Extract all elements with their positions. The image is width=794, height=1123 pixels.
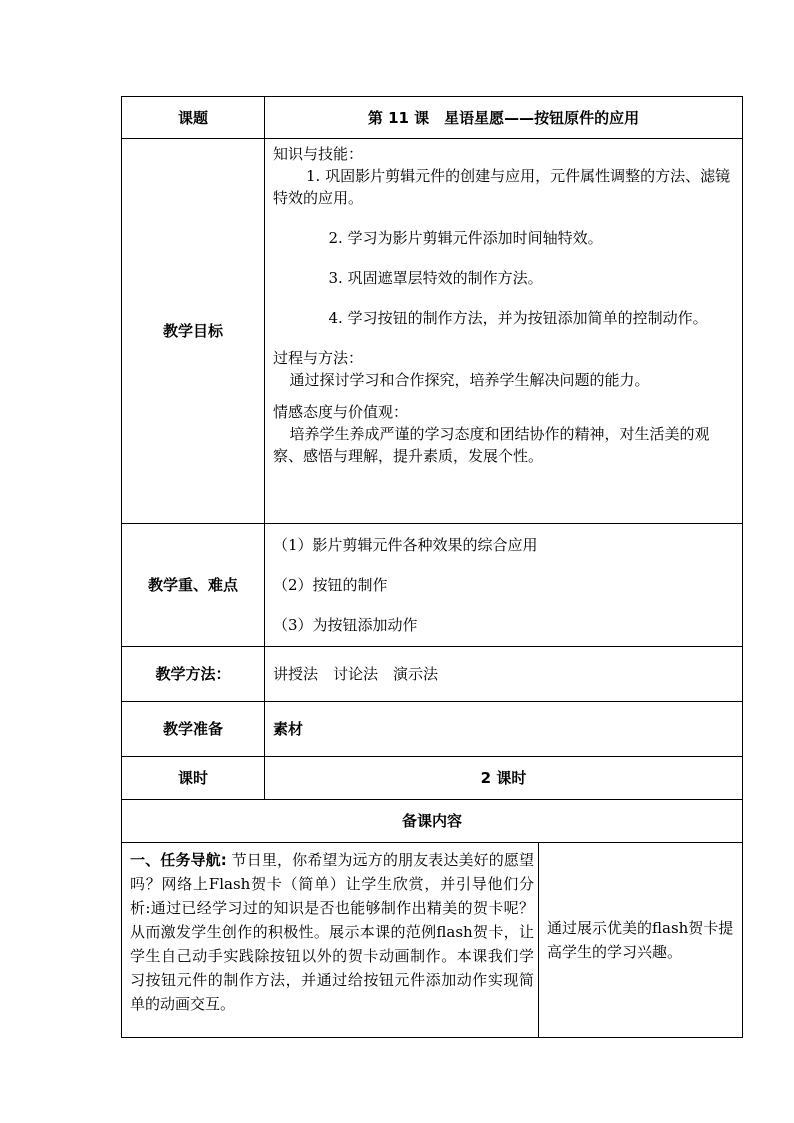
title-label: 课题 bbox=[122, 97, 265, 139]
difficulty-label: 教学重、难点 bbox=[122, 524, 265, 647]
task-row bbox=[122, 843, 743, 1038]
method-value: 讲授法 讨论法 演示法 bbox=[265, 647, 743, 702]
hours-value: 2 课时 bbox=[265, 757, 743, 800]
difficulty-item-3: （3）为按钮添加动作 bbox=[273, 616, 418, 634]
difficulty-row bbox=[122, 524, 743, 647]
task-text: 节日里，你希望为远方的朋友表达美好的愿望吗？网络上Flash贺卡（简单）让学生欣赏，并引导他们分析:通过已经学习过的知识是否也能够制作出精美的贺卡呢？从而激发学生创作的积极性。展示本课的范例flash贺卡，让学生自己动手实践除按钮以外的贺卡动画制作。本课我们学习按钮元件的制作方法，并通过给按钮元件添加动作实现简单的动画交互。 bbox=[130, 851, 534, 1013]
task-label: 一、任务导航: bbox=[130, 851, 227, 869]
content-heading-row bbox=[122, 800, 743, 843]
method-row bbox=[122, 647, 743, 702]
hours-row bbox=[122, 757, 743, 800]
objectives-row bbox=[122, 139, 743, 524]
method-label: 教学方法： bbox=[122, 647, 265, 702]
objective-item-4: 4. 学习按钮的制作方法，并为按钮添加简单的控制动作。 bbox=[328, 309, 708, 327]
process-text: 通过探讨学习和合作探究，培养学生解决问题的能力。 bbox=[289, 371, 650, 389]
hours-label: 课时 bbox=[122, 757, 265, 800]
objective-item-1: 1. 巩固影片剪辑元件的创建与应用，元件属性调整的方法、滤镜特效的应用。 bbox=[273, 167, 731, 207]
lesson-title: 第 11 课 星语星愿——按钮原件的应用 bbox=[265, 97, 743, 139]
difficulty-content bbox=[265, 524, 743, 647]
content-heading: 备课内容 bbox=[122, 800, 743, 843]
task-content bbox=[122, 843, 539, 1038]
prep-row bbox=[122, 702, 743, 757]
lesson-plan-table bbox=[121, 96, 743, 1038]
knowledge-heading: 知识与技能： bbox=[273, 145, 364, 163]
objectives-content bbox=[265, 139, 743, 524]
title-row bbox=[122, 97, 743, 139]
objective-item-2: 2. 学习为影片剪辑元件添加时间轴特效。 bbox=[328, 229, 603, 247]
attitude-text: 培养学生养成严谨的学习态度和团结协作的精神，对生活美的观察、感悟与理解，提升素质，发展个性。 bbox=[273, 425, 710, 465]
objectives-label: 教学目标 bbox=[122, 139, 265, 524]
difficulty-item-1: （1）影片剪辑元件各种效果的综合应用 bbox=[273, 536, 538, 554]
attitude-heading: 情感态度与价值观： bbox=[273, 403, 409, 421]
prep-label: 教学准备 bbox=[122, 702, 265, 757]
difficulty-item-2: （2）按钮的制作 bbox=[273, 576, 388, 594]
task-note: 通过展示优美的flash贺卡提高学生的学习兴趣。 bbox=[539, 843, 743, 1038]
process-heading: 过程与方法： bbox=[273, 349, 364, 367]
prep-value: 素材 bbox=[265, 702, 743, 757]
objective-item-3: 3. 巩固遮罩层特效的制作方法。 bbox=[328, 269, 543, 287]
